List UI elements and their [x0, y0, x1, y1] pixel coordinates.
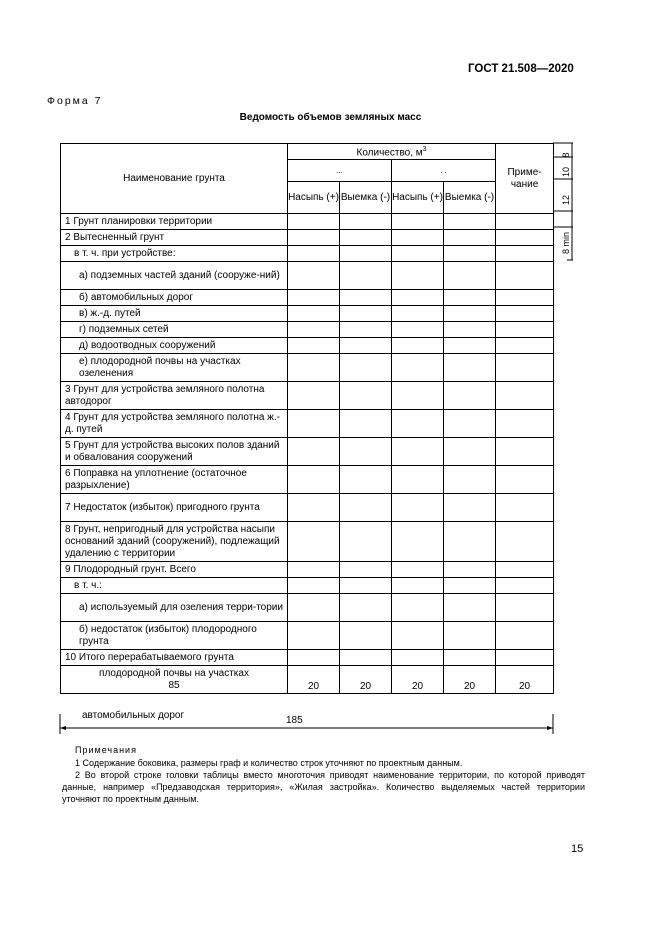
width-dim: 20	[340, 666, 392, 694]
header-name: Наименование грунта	[61, 144, 288, 214]
row-label: е) плодородной почвы на участках озеленения	[61, 354, 288, 382]
earthwork-table	[60, 143, 554, 694]
header-fill-2: Насыпь (+)	[392, 182, 444, 214]
row-label: б) автомобильных дорог	[61, 290, 288, 306]
row-label: 6 Поправка на уплотнение (остаточное разрыхление)	[61, 466, 288, 494]
row-label: б) недостаток (избыток) плодородного грунта	[61, 622, 288, 650]
row-label: а) используемый для озеления терри-тории	[61, 594, 288, 622]
standard-designation: ГОСТ 21.508—2020	[468, 63, 574, 75]
total-width-value: 185	[286, 715, 303, 726]
row-label: 3 Грунт для устройства земляного полотна автодорог	[61, 382, 288, 410]
side-dim-8-min: 8 min	[561, 232, 571, 255]
width-dim: 20	[444, 666, 496, 694]
row-label: 2 Вытесненный грунт	[61, 230, 288, 246]
row-label: 8 Грунт, непригодный для устройства насыпи оснований зданий (сооружений), подлежащий удалению с территории	[61, 522, 288, 562]
header-territory-2: . .	[392, 160, 496, 182]
row-label: 4 Грунт для устройства земляного полотна ж.-д. путей	[61, 410, 288, 438]
note-2: 2 Во второй строке головки таблицы вместо многоточия приводят наименование территории, по которой приводят данные, например «Предзаводская территория», «Жилая застройка». Количество выделяемых частей территории уточняют по проектным данным.	[62, 770, 585, 804]
row-label: 10 Итого перерабатываемого грунта	[61, 650, 288, 666]
width-dim: 20	[496, 666, 554, 694]
row-label: в) ж.-д. путей	[61, 306, 288, 322]
row-label: в т. ч.:	[61, 578, 288, 594]
width-dim: 20	[288, 666, 340, 694]
header-fill-1: Насыпь (+)	[288, 182, 340, 214]
row-label: 7 Недостаток (избыток) пригодного грунта	[61, 494, 288, 522]
row-label: г) подземных сетей	[61, 322, 288, 338]
page-number: 15	[571, 843, 584, 855]
total-width-dimension	[52, 714, 564, 734]
row-label: в т. ч. при устройстве:	[61, 246, 288, 262]
side-dim-8: 8	[561, 152, 571, 158]
header-cut-2: Выемка (-)	[444, 182, 496, 214]
row-label: д) водоотводных сооружений	[61, 338, 288, 354]
notes-heading: Примечания	[75, 745, 137, 755]
header-cut-1: Выемка (-)	[340, 182, 392, 214]
width-row-label: плодородной почвы на участках 85	[61, 666, 288, 694]
form-label: Форма 7	[47, 95, 103, 107]
row-label: 1 Грунт планировки территории	[61, 214, 288, 230]
note-1: 1 Содержание боковика, размеры граф и количество строк уточняют по проектным данным.	[75, 758, 463, 768]
side-dim-12: 12	[561, 195, 571, 206]
row-label: 5 Грунт для устройства высоких полов зданий и обвалования сооружений	[61, 438, 288, 466]
extra-row-label: автомобильных дорог	[82, 710, 185, 721]
row-label: 9 Плодородный грунт. Всего	[61, 562, 288, 578]
document-title: Ведомость объемов земляных масс	[239, 112, 422, 123]
width-dim: 20	[392, 666, 444, 694]
header-note: Приме-чание	[496, 144, 554, 214]
header-territory-1: ...	[288, 160, 392, 182]
header-quantity: Количество, $м^3$	[288, 144, 496, 160]
side-dim-10: 10	[561, 167, 571, 178]
row-label: а) подземных частей зданий (сооруже-ний)	[61, 262, 288, 290]
